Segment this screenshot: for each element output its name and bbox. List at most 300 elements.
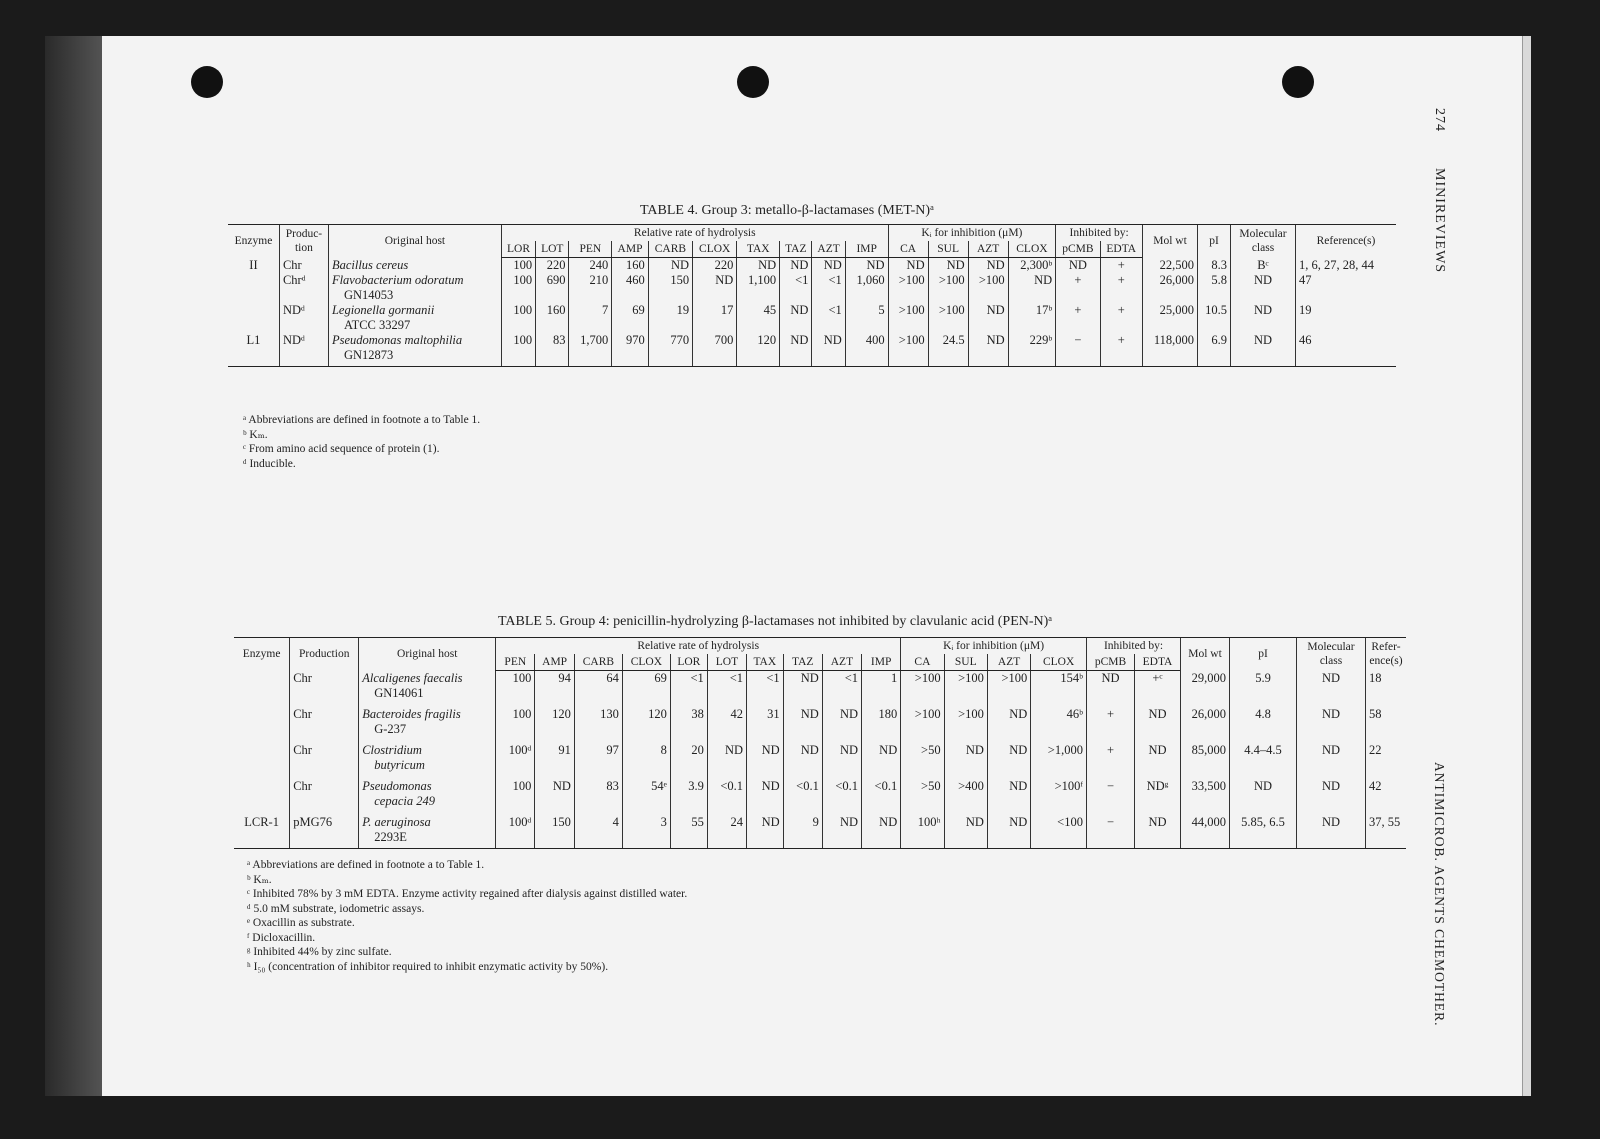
col-ki: Kᵢ for inhibition (μM) — [888, 225, 1056, 242]
table-row — [234, 809, 1406, 849]
hydro-col-taz: TAZ — [783, 654, 822, 671]
hydrolysis-cell: 220 — [693, 258, 737, 274]
ki-cell: >100 — [928, 273, 968, 303]
host-name: Legionella gormanii — [331, 303, 435, 317]
footnote: ᵇ Kₘ. — [243, 428, 268, 441]
hydro-col-carb: CARB — [648, 241, 692, 258]
molclass-cell: Bᶜ — [1231, 258, 1296, 274]
table5 — [234, 637, 1406, 849]
host-strain: GN14061 — [374, 685, 424, 700]
hydrolysis-cell: ND — [822, 809, 861, 849]
production-cell: Chr — [290, 773, 359, 809]
ki-cell: 154ᵇ — [1031, 671, 1087, 701]
ki-col-azt: AZT — [987, 654, 1030, 671]
hydrolysis-cell: 220 — [536, 258, 569, 274]
ki-cell: ND — [944, 737, 987, 773]
footnote: ᶜ From amino acid sequence of protein (1). — [243, 443, 440, 455]
hydrolysis-cell: ND — [783, 737, 822, 773]
inhibitor-cell: ND — [1056, 258, 1100, 274]
hydro-col-azt: AZT — [812, 241, 845, 258]
ki-col-sul: SUL — [928, 241, 968, 258]
ki-cell: >50 — [901, 773, 944, 809]
punch-hole-middle — [737, 66, 769, 98]
inhibitor-cell: + — [1100, 333, 1143, 367]
ki-cell: >100 — [888, 303, 928, 333]
pi-cell: 8.3 — [1198, 258, 1231, 274]
inhibitor-cell: ND — [1086, 671, 1134, 701]
ki-cell: >100 — [944, 671, 987, 701]
inhibitor-cell: − — [1056, 333, 1100, 367]
hydrolysis-cell: <1 — [670, 671, 707, 701]
production-cell: Chr — [290, 671, 359, 701]
molclass-cell: ND — [1297, 701, 1366, 737]
production-cell: pMG76 — [290, 809, 359, 849]
hydro-col-azt: AZT — [822, 654, 861, 671]
ki-cell: >100 — [944, 701, 987, 737]
hydrolysis-cell: 160 — [536, 303, 569, 333]
ki-cell: 46ᵇ — [1031, 701, 1087, 737]
hydrolysis-cell: 1 — [862, 671, 901, 701]
inhibitor-cell: + — [1100, 303, 1143, 333]
reference-cell: 47 — [1296, 273, 1397, 303]
hydrolysis-cell: 1,060 — [845, 273, 888, 303]
hydrolysis-cell: <1 — [780, 273, 812, 303]
hydrolysis-cell: ND — [648, 258, 692, 274]
ki-cell: >100 — [888, 273, 928, 303]
molwt-cell: 44,000 — [1181, 809, 1230, 849]
hydrolysis-cell: 690 — [536, 273, 569, 303]
inhibitor-cell: + — [1100, 258, 1143, 274]
enzyme-cell — [234, 701, 290, 737]
ki-cell: 24.5 — [928, 333, 968, 367]
hydrolysis-cell: 64 — [574, 671, 622, 701]
page-number: 274 — [1432, 108, 1447, 132]
ki-cell: <100 — [1031, 809, 1087, 849]
hydrolysis-cell: ND — [812, 258, 845, 274]
pi-cell: 10.5 — [1198, 303, 1231, 333]
hydrolysis-cell: ND — [780, 333, 812, 367]
ki-cell: 2,300ᵇ — [1008, 258, 1056, 274]
hydrolysis-cell: 100 — [496, 671, 535, 701]
pi-cell: 4.8 — [1230, 701, 1297, 737]
inh-col-pcmb: pCMB — [1086, 654, 1134, 671]
molwt-cell: 29,000 — [1181, 671, 1230, 701]
hydrolysis-cell: 100ᵈ — [496, 809, 535, 849]
inhibitor-cell: + — [1056, 273, 1100, 303]
reference-cell: 58 — [1366, 701, 1407, 737]
ki-cell: >100ᶠ — [1031, 773, 1087, 809]
reference-cell: 1, 6, 27, 28, 44 — [1296, 258, 1397, 274]
ki-cell: >400 — [944, 773, 987, 809]
molclass-cell: ND — [1297, 809, 1366, 849]
hydrolysis-cell: ND — [707, 737, 746, 773]
hydrolysis-cell: 4 — [574, 809, 622, 849]
hydrolysis-cell: <0.1 — [707, 773, 746, 809]
col-host: Original host — [359, 638, 496, 671]
molwt-cell: 118,000 — [1143, 333, 1198, 367]
host-cell — [359, 671, 496, 701]
hydrolysis-cell: ND — [693, 273, 737, 303]
pi-cell: 4.4–4.5 — [1230, 737, 1297, 773]
hydrolysis-cell: 20 — [670, 737, 707, 773]
host-name: P. aeruginosa — [362, 814, 431, 829]
production-cell: NDᵈ — [279, 333, 328, 367]
host-strain: G-237 — [374, 721, 407, 736]
hydrolysis-cell: <0.1 — [783, 773, 822, 809]
hydrolysis-cell: 180 — [862, 701, 901, 737]
hydrolysis-cell: 100 — [501, 273, 535, 303]
hydrolysis-cell: 210 — [569, 273, 612, 303]
table5-title: TABLE 5. Group 4: penicillin-hydrolyzing β-lactamases not inhibited by clavulanic acid (PEN-N)ᵃ — [498, 614, 1053, 629]
host-cell — [328, 333, 501, 367]
hydrolysis-cell: 120 — [737, 333, 780, 367]
host-cell — [359, 773, 496, 809]
ki-cell: ND — [987, 737, 1030, 773]
hydrolysis-cell: <0.1 — [822, 773, 861, 809]
pi-cell: 6.9 — [1198, 333, 1231, 367]
pi-cell: ND — [1230, 773, 1297, 809]
host-cell — [328, 303, 501, 333]
host-cell — [328, 258, 501, 274]
host-cell — [359, 701, 496, 737]
hydrolysis-cell: <1 — [707, 671, 746, 701]
hydro-col-imp: IMP — [862, 654, 901, 671]
inhibitor-cell: − — [1086, 773, 1134, 809]
col-hydrolysis: Relative rate of hydrolysis — [501, 225, 888, 242]
reference-cell: 42 — [1366, 773, 1407, 809]
molclass-cell: ND — [1231, 273, 1296, 303]
host-strain: butyricum — [374, 757, 425, 772]
inhibitor-cell: + — [1056, 303, 1100, 333]
inhibitor-cell: − — [1086, 809, 1134, 849]
hydro-col-lot: LOT — [536, 241, 569, 258]
reference-cell: 37, 55 — [1366, 809, 1407, 849]
enzyme-cell — [234, 737, 290, 773]
hydrolysis-cell: ND — [535, 773, 575, 809]
table4 — [228, 224, 1396, 367]
hydrolysis-cell: 24 — [707, 809, 746, 849]
hydrolysis-cell: 54ᵉ — [622, 773, 670, 809]
hydrolysis-cell: <1 — [812, 273, 845, 303]
hydro-col-lor: LOR — [501, 241, 535, 258]
hydrolysis-cell: 9 — [783, 809, 822, 849]
running-head: MINIREVIEWS — [1432, 168, 1447, 274]
molwt-cell: 26,000 — [1181, 701, 1230, 737]
host-name: Clostridium — [362, 742, 422, 757]
enzyme-cell — [234, 671, 290, 701]
host-name: Bacteroides fragilis — [362, 706, 461, 721]
inhibitor-cell: NDᵍ — [1134, 773, 1180, 809]
hydrolysis-cell: ND — [783, 671, 822, 701]
hydrolysis-cell: 100 — [501, 303, 535, 333]
hydrolysis-cell: 120 — [535, 701, 575, 737]
footnote: ᵃ Abbreviations are defined in footnote a to Table 1. — [247, 859, 485, 871]
hydrolysis-cell: 970 — [612, 333, 649, 367]
table-row — [228, 258, 1396, 274]
enzyme-cell — [234, 773, 290, 809]
hydrolysis-cell: <1 — [812, 303, 845, 333]
pi-cell: 5.8 — [1198, 273, 1231, 303]
hydrolysis-cell: 69 — [612, 303, 649, 333]
hydrolysis-cell: 91 — [535, 737, 575, 773]
ki-cell: >100 — [901, 701, 944, 737]
molwt-cell: 26,000 — [1143, 273, 1198, 303]
col-enzyme: Enzyme — [234, 638, 290, 671]
table5-footnotes — [247, 858, 687, 974]
hydrolysis-cell: 19 — [648, 303, 692, 333]
binder-edge — [45, 36, 105, 1096]
host-cell — [359, 737, 496, 773]
inhibitor-cell: + — [1086, 701, 1134, 737]
hydrolysis-cell: 42 — [707, 701, 746, 737]
hydrolysis-cell: 97 — [574, 737, 622, 773]
ki-cell: >100 — [928, 303, 968, 333]
host-name: Pseudomonas maltophilia — [331, 333, 463, 347]
reference-cell: 19 — [1296, 303, 1397, 333]
hydrolysis-cell: 460 — [612, 273, 649, 303]
col-production: Produc-tion — [279, 225, 328, 258]
ki-col-clox: CLOX — [1031, 654, 1087, 671]
ki-cell: >50 — [901, 737, 944, 773]
col-pi: pI — [1230, 638, 1297, 671]
hydro-col-amp: AMP — [612, 241, 649, 258]
hydrolysis-cell: 130 — [574, 701, 622, 737]
table-row — [234, 773, 1406, 809]
inhibitor-cell: ND — [1134, 809, 1180, 849]
hydrolysis-cell: ND — [822, 701, 861, 737]
pi-cell: 5.9 — [1230, 671, 1297, 701]
journal-name: ANTIMICROB. AGENTS CHEMOTHER. — [1432, 762, 1447, 1027]
hydrolysis-cell: 8 — [622, 737, 670, 773]
hydrolysis-cell: 150 — [535, 809, 575, 849]
ki-cell: ND — [987, 773, 1030, 809]
host-name: Pseudomonas — [362, 778, 432, 793]
hydrolysis-cell: 100 — [496, 773, 535, 809]
host-strain: 2293E — [374, 829, 407, 844]
hydrolysis-cell: 770 — [648, 333, 692, 367]
hydrolysis-cell: ND — [783, 701, 822, 737]
production-cell: Chrᵈ — [279, 273, 328, 303]
hydrolysis-cell: ND — [822, 737, 861, 773]
hydrolysis-cell: <1 — [822, 671, 861, 701]
host-strain: GN14053 — [343, 288, 394, 302]
inh-col-edta: EDTA — [1134, 654, 1180, 671]
hydrolysis-cell: ND — [780, 258, 812, 274]
footnote: ᵈ 5.0 mM substrate, iodometric assays. — [247, 902, 425, 915]
table-row — [228, 303, 1396, 333]
hydrolysis-cell: 55 — [670, 809, 707, 849]
ki-cell: 100ʰ — [901, 809, 944, 849]
table-row — [228, 333, 1396, 367]
molwt-cell: 85,000 — [1181, 737, 1230, 773]
hydrolysis-cell: 700 — [693, 333, 737, 367]
col-molwt: Mol wt — [1143, 225, 1198, 258]
ki-col-ca: CA — [888, 241, 928, 258]
col-molclass: Molecular class — [1297, 638, 1366, 671]
table-row — [228, 273, 1396, 303]
molclass-cell: ND — [1297, 671, 1366, 701]
host-cell — [328, 273, 501, 303]
production-cell: Chr — [279, 258, 328, 274]
footnote: ᵉ Oxacillin as substrate. — [247, 917, 355, 929]
punch-hole-right — [1282, 66, 1314, 98]
ki-col-azt: AZT — [968, 241, 1008, 258]
punch-hole-left — [191, 66, 223, 98]
col-molclass: Molecular class — [1231, 225, 1296, 258]
col-inhibited: Inhibited by: — [1056, 225, 1143, 242]
col-ki: Kᵢ for inhibition (μM) — [901, 638, 1087, 655]
ki-cell: ND — [987, 809, 1030, 849]
reference-cell: 18 — [1366, 671, 1407, 701]
hydro-col-taz: TAZ — [780, 241, 812, 258]
hydrolysis-cell: 100 — [496, 701, 535, 737]
ki-col-clox: CLOX — [1008, 241, 1056, 258]
footnote: ᵈ Inducible. — [243, 457, 296, 470]
host-cell — [359, 809, 496, 849]
ki-cell: >100 — [987, 671, 1030, 701]
hydrolysis-cell: 94 — [535, 671, 575, 701]
hydrolysis-cell: ND — [747, 809, 784, 849]
hydrolysis-cell: <1 — [747, 671, 784, 701]
table4-title: TABLE 4. Group 3: metallo-β-lactamases (MET-N)ᵃ — [640, 203, 934, 218]
hydrolysis-cell: 17 — [693, 303, 737, 333]
inhibitor-cell: ND — [1134, 701, 1180, 737]
hydro-col-tax: TAX — [747, 654, 784, 671]
footnote: ʰ I₅₀ (concentration of inhibitor required to inhibit enzymatic activity by 50%). — [247, 960, 609, 973]
hydro-col-amp: AMP — [535, 654, 575, 671]
molwt-cell: 25,000 — [1143, 303, 1198, 333]
ki-cell: >100 — [888, 333, 928, 367]
enzyme-cell: LCR-1 — [234, 809, 290, 849]
production-cell: NDᵈ — [279, 303, 328, 333]
ki-cell: ND — [968, 333, 1008, 367]
molclass-cell: ND — [1231, 303, 1296, 333]
hydrolysis-cell: 160 — [612, 258, 649, 274]
enzyme-cell: L1 — [228, 333, 279, 367]
hydrolysis-cell: 100ᵈ — [496, 737, 535, 773]
footnote: ᶠ Dicloxacillin. — [247, 931, 316, 944]
ki-col-sul: SUL — [944, 654, 987, 671]
inh-col-pcmb: pCMB — [1056, 241, 1100, 258]
ki-col-ca: CA — [901, 654, 944, 671]
ki-cell: ND — [888, 258, 928, 274]
ki-cell: ND — [928, 258, 968, 274]
col-enzyme: Enzyme — [228, 225, 279, 258]
host-strain: ATCC 33297 — [343, 318, 411, 332]
hydro-col-pen: PEN — [569, 241, 612, 258]
hydro-col-pen: PEN — [496, 654, 535, 671]
hydrolysis-cell: 83 — [574, 773, 622, 809]
footnote: ᵇ Kₘ. — [247, 873, 272, 886]
footnote: ᵍ Inhibited 44% by zinc sulfate. — [247, 946, 392, 958]
inh-col-edta: EDTA — [1100, 241, 1143, 258]
col-pi: pI — [1198, 225, 1231, 258]
reference-cell: 22 — [1366, 737, 1407, 773]
enzyme-cell — [228, 273, 279, 303]
inhibitor-cell: +ᶜ — [1134, 671, 1180, 701]
inhibitor-cell: + — [1086, 737, 1134, 773]
hydrolysis-cell: <0.1 — [862, 773, 901, 809]
hydrolysis-cell: 240 — [569, 258, 612, 274]
inhibitor-cell: ND — [1134, 737, 1180, 773]
reference-cell: 46 — [1296, 333, 1397, 367]
molwt-cell: 33,500 — [1181, 773, 1230, 809]
hydro-col-carb: CARB — [574, 654, 622, 671]
ki-cell: ND — [968, 258, 1008, 274]
hydrolysis-cell: 3 — [622, 809, 670, 849]
hydro-col-lor: LOR — [670, 654, 707, 671]
ki-cell: >100 — [901, 671, 944, 701]
hydrolysis-cell: 150 — [648, 273, 692, 303]
host-name: Flavobacterium odoratum — [331, 273, 464, 287]
hydro-col-imp: IMP — [845, 241, 888, 258]
pi-cell: 5.85, 6.5 — [1230, 809, 1297, 849]
page-edge — [1522, 36, 1531, 1096]
ki-cell: >1,000 — [1031, 737, 1087, 773]
hydrolysis-cell: 120 — [622, 701, 670, 737]
hydrolysis-cell: 83 — [536, 333, 569, 367]
hydrolysis-cell: ND — [747, 737, 784, 773]
hydrolysis-cell: 31 — [747, 701, 784, 737]
hydrolysis-cell: ND — [737, 258, 780, 274]
inhibitor-cell: + — [1100, 273, 1143, 303]
hydrolysis-cell: ND — [780, 303, 812, 333]
hydro-col-clox: CLOX — [693, 241, 737, 258]
host-strain: cepacia 249 — [374, 793, 435, 808]
hydrolysis-cell: ND — [845, 258, 888, 274]
ki-cell: ND — [968, 303, 1008, 333]
hydrolysis-cell: ND — [862, 737, 901, 773]
hydrolysis-cell: 7 — [569, 303, 612, 333]
host-name: Alcaligenes faecalis — [362, 670, 463, 685]
hydrolysis-cell: ND — [812, 333, 845, 367]
ki-cell: 17ᵇ — [1008, 303, 1056, 333]
host-strain: GN12873 — [343, 348, 394, 362]
molclass-cell: ND — [1231, 333, 1296, 367]
table4-footnotes — [243, 413, 480, 471]
enzyme-cell — [228, 303, 279, 333]
ki-cell: ND — [987, 701, 1030, 737]
hydrolysis-cell: 38 — [670, 701, 707, 737]
col-refs: Reference(s) — [1296, 225, 1397, 258]
hydrolysis-cell: 1,100 — [737, 273, 780, 303]
production-cell: Chr — [290, 737, 359, 773]
col-molwt: Mol wt — [1181, 638, 1230, 671]
hydrolysis-cell: ND — [747, 773, 784, 809]
hydrolysis-cell: 400 — [845, 333, 888, 367]
table-row — [234, 671, 1406, 701]
hydrolysis-cell: ND — [862, 809, 901, 849]
enzyme-cell: II — [249, 257, 258, 272]
host-name: Bacillus cereus — [331, 257, 409, 272]
col-inhibited: Inhibited by: — [1086, 638, 1180, 655]
ki-cell: 229ᵇ — [1008, 333, 1056, 367]
col-refs: Refer-ence(s) — [1366, 638, 1407, 671]
production-cell: Chr — [290, 701, 359, 737]
table-row — [234, 737, 1406, 773]
hydro-col-tax: TAX — [737, 241, 780, 258]
molclass-cell: ND — [1297, 773, 1366, 809]
ki-cell: >100 — [968, 273, 1008, 303]
molwt-cell: 22,500 — [1143, 258, 1198, 274]
hydrolysis-cell: 3.9 — [670, 773, 707, 809]
col-host: Original host — [328, 225, 501, 258]
hydrolysis-cell: 100 — [501, 258, 535, 274]
ki-cell: ND — [1008, 273, 1056, 303]
ki-cell: ND — [944, 809, 987, 849]
col-hydrolysis: Relative rate of hydrolysis — [496, 638, 901, 655]
footnote: ᶜ Inhibited 78% by 3 mM EDTA. Enzyme activity regained after dialysis against distilled water. — [247, 888, 688, 900]
